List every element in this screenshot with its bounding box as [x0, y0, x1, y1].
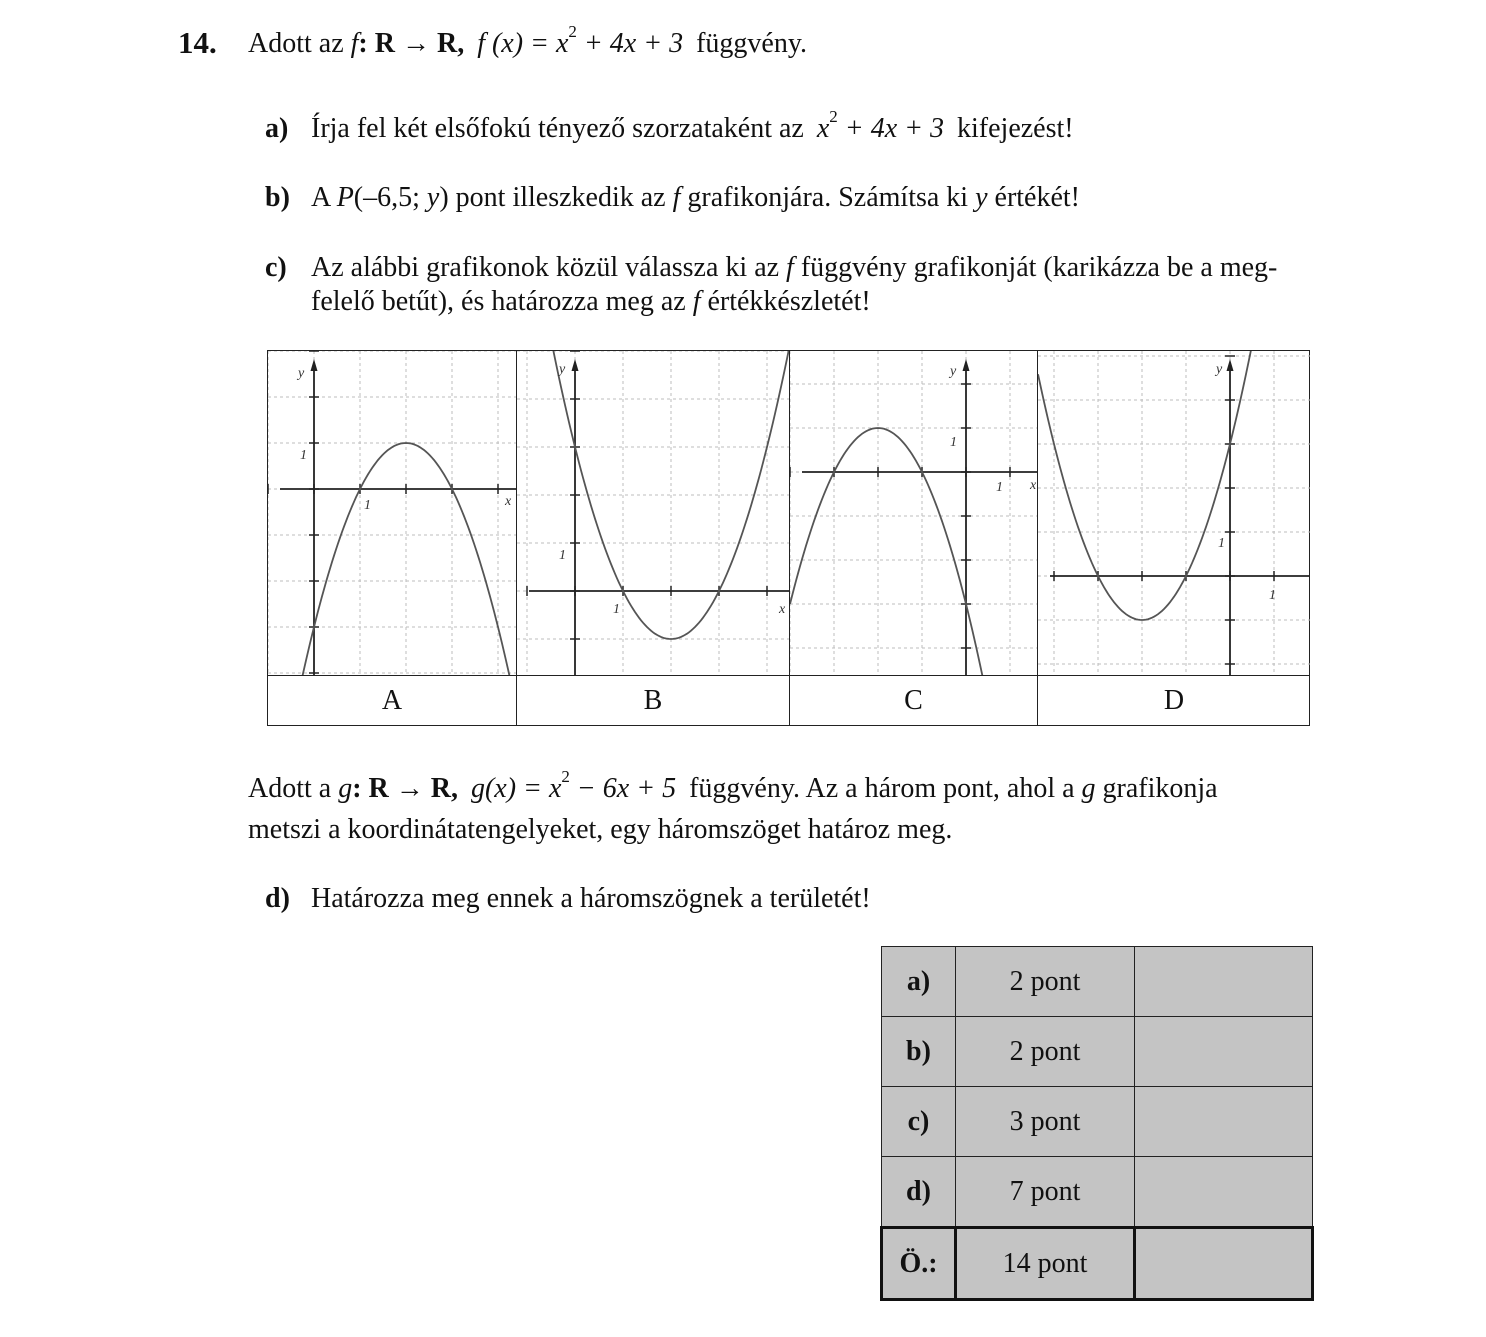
- formula-exponent: 2: [568, 22, 577, 41]
- score-table: [880, 946, 1314, 1301]
- score-blank[interactable]: [1135, 1087, 1313, 1157]
- unit-x-label: 1: [364, 498, 371, 513]
- score-blank[interactable]: [1135, 947, 1313, 1017]
- unit-y-label: 1: [950, 435, 957, 450]
- g-intro-t3: függvény. Az a három pont, ahol a: [689, 773, 1082, 804]
- intro-post: függvény.: [696, 28, 808, 59]
- part-c-label: c): [265, 252, 287, 283]
- parabola-curve: [268, 443, 516, 675]
- score-row: [882, 947, 1313, 1017]
- y-axis-arrow: [963, 359, 970, 371]
- y-axis-arrow: [572, 359, 579, 371]
- graph-choice-table: [267, 350, 1310, 726]
- score-row: [882, 1087, 1313, 1157]
- score-part: c): [882, 1087, 956, 1157]
- graph-b: [517, 351, 789, 675]
- graph-d: [1038, 351, 1310, 675]
- part-c-l2-pre: felelő betűt), és határozza meg az: [311, 286, 693, 317]
- x-axis-label: x: [505, 494, 512, 509]
- unit-y-label: 1: [300, 448, 307, 463]
- part-b-t4: grafikonjára. Számítsa ki: [680, 182, 976, 213]
- g-formula-exp: 2: [561, 767, 570, 786]
- part-a-expr-exp: 2: [829, 107, 838, 126]
- graph-label-b[interactable]: B: [643, 685, 663, 716]
- g-formula-rhs: − 6x + 5: [569, 773, 677, 804]
- function-g: g: [1081, 773, 1096, 804]
- domain-text: : R → R,: [358, 28, 465, 59]
- function-f: f: [786, 252, 794, 283]
- score-part: a): [882, 947, 956, 1017]
- part-c-l1-pre: Az alábbi grafikonok közül válassza ki az: [311, 252, 787, 283]
- y-axis-label: y: [298, 366, 305, 381]
- y-axis-label: y: [559, 362, 566, 377]
- score-points: 2 pont: [956, 1017, 1135, 1087]
- parabola-curve: [1038, 351, 1310, 620]
- score-part: d): [882, 1157, 956, 1228]
- unit-x-label: 1: [613, 602, 620, 617]
- part-c-line2: [311, 285, 871, 319]
- y-axis-label: y: [1216, 362, 1223, 377]
- score-row: [882, 1017, 1313, 1087]
- part-a-text: [311, 107, 1074, 149]
- graph-label-a[interactable]: A: [381, 685, 403, 716]
- graph-c: [790, 351, 1037, 675]
- part-b-label: b): [265, 182, 290, 213]
- var-y: y: [426, 182, 440, 213]
- score-points: 2 pont: [956, 947, 1135, 1017]
- part-a-expr-base: x: [816, 113, 830, 144]
- y-axis-arrow: [1227, 359, 1234, 371]
- function-f: f: [672, 182, 681, 213]
- part-b-t3: ) pont illeszkedik az: [439, 182, 673, 213]
- g-intro-t4: grafikonja: [1095, 773, 1218, 804]
- formula-rhs: + 4x + 3: [576, 28, 684, 59]
- score-row: [882, 1228, 1313, 1300]
- part-b-t1: A: [311, 182, 337, 213]
- graph-a: [268, 351, 516, 675]
- g-intro-line2: metszi a koordinátatengelyeket, egy háromszöget határoz meg.: [248, 814, 953, 845]
- y-axis-arrow: [311, 359, 318, 371]
- part-a-post: kifejezést!: [957, 113, 1074, 144]
- var-y-2: y: [975, 182, 988, 213]
- unit-y-label: 1: [1218, 536, 1225, 551]
- problem-intro: [248, 22, 808, 64]
- parabola-curve: [790, 428, 1036, 675]
- score-part: b): [882, 1017, 956, 1087]
- intro-text: Adott az: [248, 28, 351, 59]
- part-d-label: d): [265, 883, 290, 914]
- function-g: g: [338, 773, 353, 804]
- problem-number: 14.: [178, 25, 217, 60]
- x-axis-label: x: [1030, 478, 1037, 493]
- score-blank[interactable]: [1135, 1157, 1313, 1228]
- part-c-l2-post: értékkészletét!: [700, 286, 871, 317]
- part-c-line1: [311, 251, 1277, 285]
- part-b-text: [311, 181, 1080, 215]
- graph-label-c[interactable]: C: [904, 685, 923, 716]
- parabola-curve: [517, 351, 789, 639]
- unit-y-label: 1: [559, 548, 566, 563]
- score-blank[interactable]: [1135, 1228, 1313, 1300]
- formula-lhs: f (x) = x: [477, 28, 569, 59]
- score-points: 3 pont: [956, 1087, 1135, 1157]
- part-d-text: Határozza meg ennek a háromszögnek a területét!: [311, 883, 871, 914]
- g-intro-line1: [248, 767, 1218, 809]
- y-axis-label: y: [950, 364, 957, 379]
- function-name: f: [350, 28, 359, 59]
- g-formula-lhs: g(x) = x: [470, 773, 562, 804]
- part-b-t2: (–6,5;: [353, 182, 427, 213]
- score-part: Ö.:: [882, 1228, 956, 1300]
- part-c-l1-post: függvény grafikonját (karikázza be a meg-: [793, 252, 1278, 283]
- graph-label-d[interactable]: D: [1163, 685, 1185, 716]
- part-b-t5: értékét!: [987, 182, 1081, 213]
- part-a-label: a): [265, 113, 289, 144]
- part-a-expr-rest: + 4x + 3: [837, 113, 945, 144]
- score-points: 14 pont: [956, 1228, 1135, 1300]
- unit-x-label: 1: [1269, 588, 1276, 603]
- score-row: [882, 1157, 1313, 1228]
- point-name: P: [336, 182, 354, 213]
- part-a-pre: Írja fel két elsőfokú tényező szorzataként az: [311, 113, 804, 144]
- x-axis-label: x: [779, 602, 786, 617]
- score-points: 7 pont: [956, 1157, 1135, 1228]
- g-intro-t1: Adott a: [248, 773, 339, 804]
- function-f: f: [692, 286, 701, 317]
- g-domain: : R → R,: [352, 773, 458, 804]
- unit-x-label: 1: [996, 480, 1003, 495]
- score-blank[interactable]: [1135, 1017, 1313, 1087]
